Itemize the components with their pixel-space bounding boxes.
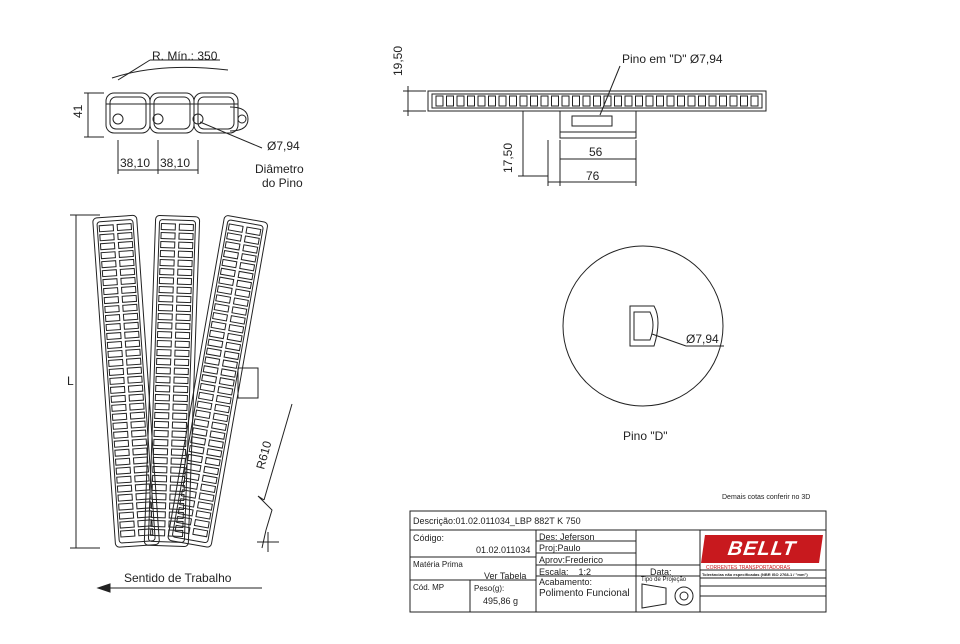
chain-segment [123,304,137,311]
chain-segment [115,449,129,456]
chain-segment [136,493,150,500]
chain-segment [160,251,174,257]
chain-segment [122,295,136,302]
radius-min-label: R. Mín.: 350 [152,49,218,63]
chain-segment [159,278,173,284]
chain-segment [114,431,128,438]
chain-slot [657,96,664,106]
chain-segment [215,404,230,412]
note-3d: Demais cotas conferir no 3D [722,494,811,501]
chain-segment [204,466,219,474]
chain-segment [119,503,133,510]
chain-segment [117,224,131,231]
chain-segment [232,307,247,315]
aprov-value: Frederico [565,555,604,565]
chain-segment [207,449,222,457]
acabamento-label: Acabamento: [539,577,593,587]
chain-segment [154,439,168,445]
chain-segment [216,395,231,403]
chain-slot [699,96,706,106]
chain-segment [244,236,259,244]
chain-segment [211,321,226,329]
chain-segment [118,241,132,248]
descricao-row [413,516,581,526]
chain-segment [175,341,189,347]
direction-label: Sentido de Trabalho [124,571,232,585]
chain-segment [128,376,142,383]
chain-slot [678,96,685,106]
chain-segment [152,502,166,508]
chain-segment [109,359,123,366]
chain-slot [510,96,517,106]
chain-segment [100,243,114,250]
chain-segment [158,304,172,310]
projecao-label: Tipo de Projeção [641,577,687,583]
chain-segment [212,422,227,430]
chain-segment [173,395,187,401]
materia-value: Ver Tabela [484,571,527,581]
chain-segment [188,454,203,462]
chain-segment [154,421,168,427]
chain-segment [117,485,131,492]
chain-segment [100,234,114,241]
chain-segment [194,419,209,427]
des-value: Jeferson [560,532,595,542]
chain-segment [203,366,218,374]
bellt-logo: BELLT [701,535,823,563]
chain-segment [179,242,193,248]
chain-segment [219,277,234,285]
chain-segment [179,233,193,239]
chain-segment [132,439,146,446]
chain-segment [177,296,191,302]
proj-row [539,543,581,553]
aprov-label: Aprov: [539,555,566,565]
chain-segment [130,412,144,419]
pin-d-label: Pino em "D" Ø7,94 [622,52,723,66]
chain-segment [121,530,135,537]
chain-segment [246,227,261,235]
length-label: L [67,374,74,388]
chain-segment [213,413,228,421]
chain-segment [193,528,208,536]
chain-segment [205,458,220,466]
chain-segment [179,224,193,230]
chain-segment [205,357,220,365]
chain-slot [489,96,496,106]
curved-chain-view [70,215,292,592]
chain-segment [118,494,132,501]
chain-segment [227,333,242,341]
chain-segment [192,428,207,436]
pin-d-view [563,246,724,406]
chain-segment [119,512,133,519]
chain-segment [222,259,237,267]
chain-segment [241,254,256,262]
materia-label: Matéria Prima [413,560,463,569]
chain-segment [178,269,192,275]
chain-segment [224,251,239,259]
chain-segment [202,375,217,383]
chain-segment [135,484,149,491]
chain-segment [123,313,137,320]
chain-slot [457,96,464,106]
chain-segment [116,467,130,474]
chain-slot [688,96,695,106]
chain-segment [105,306,119,313]
chain-segment [117,476,131,483]
des-row [539,532,595,542]
chain-segment [186,463,201,471]
chain-segment [243,245,258,253]
chain-segment [156,385,170,391]
chain-segment [160,260,174,266]
chain-segment [101,252,115,259]
chain-segment [228,224,243,232]
chain-segment [240,263,255,271]
chain-segment [174,377,188,383]
chain-segment [173,413,187,419]
chain-segment [110,386,124,393]
codigo-value: 01.02.011034 [476,545,531,555]
chain-segment [210,330,225,338]
chain-slot [741,96,748,106]
chain-segment [161,224,175,230]
chain-segment [133,457,147,464]
chain-segment [155,412,169,418]
acabamento-value: Polimento Funcional [539,588,630,599]
chain-slot [751,96,758,106]
chain-segment [221,369,236,377]
chain-slot [615,96,622,106]
escala-row [539,567,591,577]
chain-slot [625,96,632,106]
chain-segment [113,422,127,429]
chain-segment [161,233,175,239]
chain-segment [197,401,212,409]
chain-segment [155,394,169,400]
chain-segment [109,368,123,375]
chain-segment [159,286,173,292]
radius-610-label: R610 [253,439,275,471]
chain-segment [177,287,191,293]
pitch-dim-1: 38,10 [120,156,151,170]
codigo-label: Código: [413,533,445,543]
chain-segment [206,348,221,356]
proj-value: Paulo [557,543,581,553]
chain-segment [235,289,250,297]
chain-segment [158,313,172,319]
chain-segment [161,242,175,248]
chain-segment [130,403,144,410]
pin-caption-1: Diâmetro [255,162,304,176]
chain-segment [112,404,126,411]
chain-segment [195,410,210,418]
chain-segment [173,404,187,410]
chain-slot [562,96,569,106]
chain-slot [667,96,674,106]
chain-segment [115,458,129,465]
chain-segment [220,268,235,276]
pin-diameter-label: Ø7,94 [267,139,300,153]
data-label: Data: [650,567,672,577]
chain-segment [103,279,117,286]
chain-segment [175,350,189,356]
chain-segment [104,288,118,295]
chain-segment [152,484,166,490]
chain-segment [127,367,141,374]
chain-front-view [403,66,766,186]
descricao-label: Descrição: [413,516,456,526]
chain-segment [194,520,209,528]
chain-segment [160,269,174,275]
chain-segment [102,270,116,277]
chain-segment [175,332,189,338]
chain-segment [119,250,133,257]
chain-segment [230,316,245,324]
chain-segment [133,448,147,455]
chain-segment [201,484,216,492]
chain-segment [174,386,188,392]
chain-segment [99,225,113,232]
chain-segment [229,325,244,333]
chain-segment [223,360,238,368]
escala-label: Escala: [539,567,569,577]
chain-slot [594,96,601,106]
chain-slot [447,96,454,106]
chain-segment [157,349,171,355]
chain-slot [720,96,727,106]
chain-segment [171,458,185,464]
chain-segment [131,421,145,428]
dim-76: 76 [586,169,600,183]
chain-slot [468,96,475,106]
chain-segment [156,367,170,373]
chain-segment [156,376,170,382]
chain-segment [121,277,135,284]
descricao-value: 01.02.011034_LBP 882T K 750 [455,516,581,526]
chain-segment [157,358,171,364]
chain-slot [583,96,590,106]
chain-segment [208,440,223,448]
chain-segment [218,387,233,395]
peso-value: 495,86 g [483,596,519,606]
chain-segment [208,339,223,347]
chain-segment [198,502,213,510]
chain-segment [172,431,186,437]
chain-segment [124,322,138,329]
chain-slot [436,96,443,106]
chain-segment [129,394,143,401]
chain-segment [127,358,141,365]
chain-segment [108,350,122,357]
chain-segment [214,304,229,312]
dim-56: 56 [589,145,603,159]
chain-segment [178,251,192,257]
chain-segment [107,342,121,349]
chain-segment [153,448,167,454]
dim-17-50: 17,50 [501,142,515,173]
chain-segment [225,242,240,250]
peso-label: Peso(g): [474,584,505,593]
chain-segment [126,349,140,356]
chain-segment [175,359,189,365]
chain-segment [104,297,118,304]
chain-segment [174,368,188,374]
chain-slot [478,96,485,106]
codmp-label: Cód. MP [413,583,445,592]
chain-segment [177,278,191,284]
pin-d-diameter: Ø7,94 [686,332,719,346]
chain-segment [216,295,231,303]
chain-segment [110,377,124,384]
chain-segment [114,440,128,447]
chain-segment [152,493,166,499]
chain-segment [112,413,126,420]
height-dim-label: 41 [71,104,85,118]
chain-segment [120,259,134,266]
chain-segment [202,475,217,483]
chain-segment [224,351,239,359]
escala-value: 1:2 [578,567,592,577]
chain-segment [120,521,134,528]
chain-segment [106,324,120,331]
chain-segment [176,314,190,320]
chain-segment [175,525,190,533]
chain-segment [111,395,125,402]
chain-segment [137,502,151,509]
chain-segment [217,286,232,294]
chain-segment [154,430,168,436]
chain-segment [105,315,119,322]
chain-segment [157,340,171,346]
chain-segment [176,305,190,311]
chain-slot [636,96,643,106]
chain-segment [120,268,134,275]
chain-segment [200,383,215,391]
chain-slot [730,96,737,106]
chain-segment [153,457,167,463]
chain-slot [499,96,506,106]
chain-slot [541,96,548,106]
chain-slot [709,96,716,106]
chain-segment [157,331,171,337]
chain-slot [552,96,559,106]
chain-segment [199,493,214,501]
chain-segment [219,378,234,386]
chain-slot [520,96,527,106]
chain-segment [199,392,214,400]
des-label: Des: [539,532,558,542]
chain-segment [132,430,146,437]
chain-segment [226,342,241,350]
chain-segment [102,261,116,268]
chain-segment [172,422,186,428]
chain-segment [128,385,142,392]
chain-segment [237,280,252,288]
chain-segment [122,286,136,293]
pitch-dim-2: 38,10 [160,156,191,170]
chain-segment [107,333,121,340]
chain-segment [125,340,139,347]
pin-caption-2: do Pino [262,176,303,190]
pin-d-caption: Pino "D" [623,429,668,443]
chain-segment [196,511,211,519]
chain-segment [158,322,172,328]
bellt-logo-sub: CORRENTES TRANSPORTADORAS [706,565,791,571]
chain-segment [118,233,132,240]
chain-segment [213,313,228,321]
chain-segment [125,331,139,338]
proj-label: Proj: [539,543,558,553]
chain-slot [646,96,653,106]
chain-segment [227,233,242,241]
chain-slot [531,96,538,106]
chain-segment [155,403,169,409]
chain-segment [238,271,253,279]
chain-segment [159,295,173,301]
dim-19-50: 19,50 [391,45,405,76]
chain-segment [178,260,192,266]
chain-segment [191,437,206,445]
chain-segment [233,298,248,306]
chain-segment [176,323,190,329]
chain-segment [210,431,225,439]
chain-segment [171,467,185,473]
aprov-row [539,555,603,565]
chain-slot [573,96,580,106]
tolerance-title: Tolerâncias não especificadas (NBR ISO 2768-1 / "mm") [702,572,808,577]
